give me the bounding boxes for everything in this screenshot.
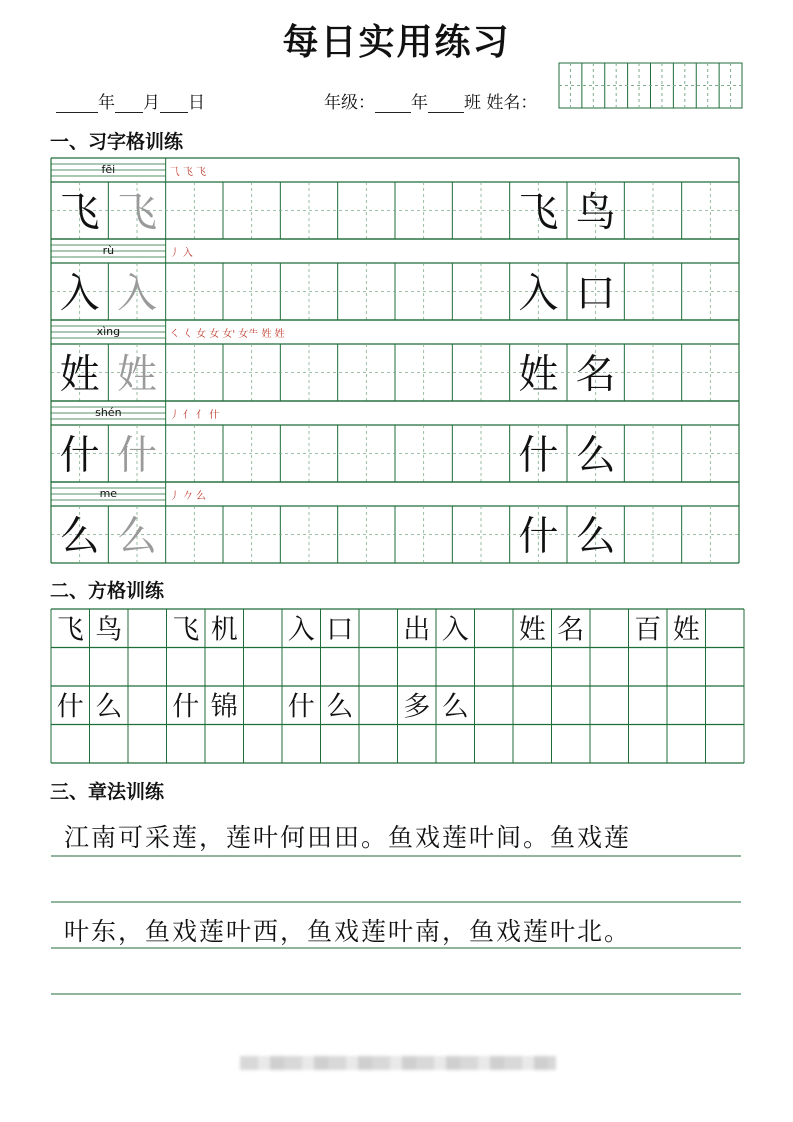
passage-line-1: 江南可采莲，莲叶何田田。鱼戏莲叶间。鱼戏莲 <box>64 823 632 852</box>
word-char: 什 <box>518 432 559 479</box>
square-char: 口 <box>326 614 354 646</box>
square-char: 锦 <box>210 691 238 723</box>
model-char: 什 <box>59 432 100 479</box>
pinyin-text: rù <box>102 244 115 257</box>
square-char: 出 <box>403 614 431 646</box>
square-char: 入 <box>441 614 469 646</box>
pinyin-text: fēi <box>101 163 116 176</box>
trace-char: 飞 <box>117 189 157 236</box>
grade-year-label: 年 <box>411 93 428 113</box>
square-char: 什 <box>56 691 84 723</box>
month-label: 月 <box>143 93 160 113</box>
word-char: 名 <box>575 351 616 398</box>
section-title-2: 二、方格训练 <box>50 580 165 602</box>
trace-char: 什 <box>117 432 157 479</box>
square-char: 么 <box>326 691 354 723</box>
stroke-order: 丿 𠂊 么 <box>169 491 207 502</box>
model-char: 飞 <box>59 189 100 236</box>
word-char: 鸟 <box>575 189 616 236</box>
square-char: 鸟 <box>95 614 123 646</box>
square-char: 入 <box>287 614 315 646</box>
stroke-order: 丿 入 <box>169 248 193 259</box>
square-char: 什 <box>172 691 200 723</box>
pinyin-text: shén <box>95 406 122 419</box>
square-char: 什 <box>287 691 315 723</box>
square-char: 么 <box>95 691 123 723</box>
pinyin-text: me <box>99 487 118 500</box>
square-char: 多 <box>403 691 431 723</box>
word-char: 么 <box>575 432 616 479</box>
stroke-order: 丿 亻 亻 什 <box>169 410 220 421</box>
stroke-order: ⺄ 飞 飞 <box>169 167 207 178</box>
class-name-label: 班 姓名： <box>464 93 538 113</box>
pinyin-text: xìng <box>96 325 121 338</box>
model-char: 入 <box>59 270 100 317</box>
trace-char: 么 <box>117 513 157 560</box>
grade-label: 年级： <box>324 93 375 113</box>
year-label: 年 <box>98 93 115 113</box>
word-char: 姓 <box>518 351 559 398</box>
square-char: 名 <box>557 614 585 646</box>
square-char: 飞 <box>172 614 200 646</box>
word-char: 什 <box>518 513 559 560</box>
trace-char: 入 <box>117 270 157 317</box>
square-char: 姓 <box>518 614 546 646</box>
square-char: 么 <box>441 691 469 723</box>
word-char: 入 <box>518 270 559 317</box>
model-char: 么 <box>59 513 100 560</box>
page-title: 每日实用练习 <box>282 22 511 63</box>
square-char: 机 <box>210 614 238 646</box>
word-char: 飞 <box>518 189 559 236</box>
section-title-1: 一、习字格训练 <box>50 131 184 153</box>
model-char: 姓 <box>59 351 100 398</box>
footer-blur <box>240 1056 556 1070</box>
word-char: 口 <box>575 270 616 317</box>
section-title-3: 三、章法训练 <box>50 781 165 803</box>
trace-char: 姓 <box>117 351 157 398</box>
passage-line-2: 叶东，鱼戏莲叶西，鱼戏莲叶南，鱼戏莲叶北。 <box>64 917 632 946</box>
square-char: 百 <box>634 614 662 646</box>
square-char: 飞 <box>56 614 84 646</box>
word-char: 么 <box>575 513 616 560</box>
day-label: 日 <box>188 93 205 113</box>
square-char: 姓 <box>672 614 700 646</box>
stroke-order: ㇛ 𡿨 女 女 女' 女⺧ 姓 姓 <box>169 329 285 340</box>
